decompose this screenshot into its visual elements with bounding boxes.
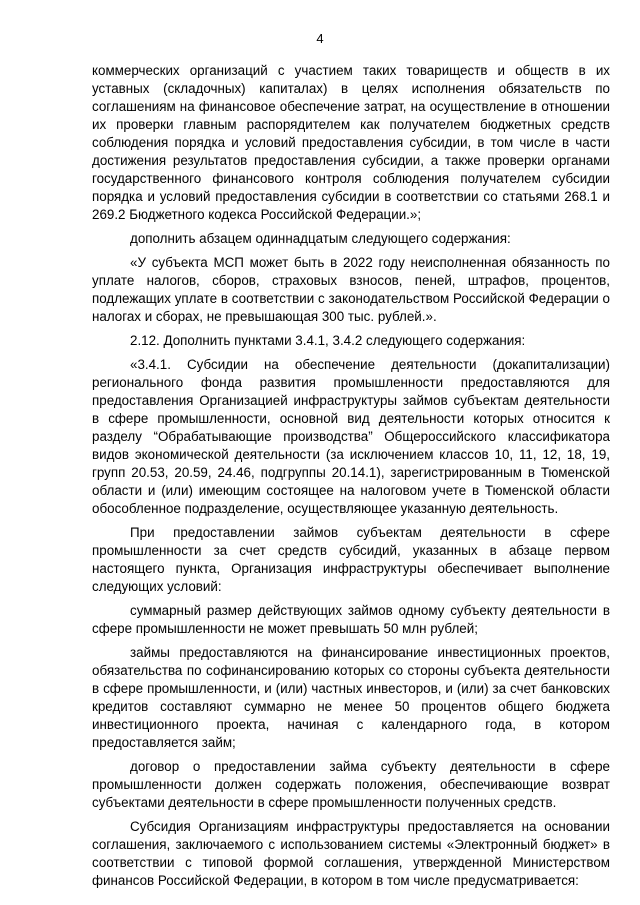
paragraph: 2.12. Дополнить пунктами 3.4.1, 3.4.2 следующего содержания: [130, 333, 526, 348]
paragraph: «У субъекта МСП может быть в 2022 году неисполненная обязанность по уплате налогов, сборов, страховых взносов, пеней, штрафов, процентов, подлежащих уплате в соответствии с законодательством Российской Федерации о налогах и сборах, не превышающая 300 тыс. рублей.». [92, 255, 610, 324]
paragraph: суммарный размер действующих займов одному субъекту деятельности в сфере промышленности не может превышать 50 млн рублей; [92, 603, 610, 636]
document-body [92, 62, 610, 896]
paragraph: «3.4.1. Субсидии на обеспечение деятельности (докапитализации) регионального фонда развития промышленности предоставляются для предоставления Организацией инфраструктуры займов субъектам деятельности в сфере промышленности, основной вид деятельности которых относится к разделу “Обрабатывающие производства” Общероссийского классификатора видов экономической деятельности (за исключением классов 10, 11, 12, 18, 19, групп 20.53, 20.59, 24.46, подгруппы 20.14.1), зарегистрированным в Тюменской области и (или) имеющим состоящее на налоговом учете в Тюменской области обособленное подразделение, осуществляющее указанную деятельность. [92, 357, 610, 516]
paragraph: дополнить абзацем одиннадцатым следующего содержания: [130, 231, 511, 246]
paragraph: договор о предоставлении займа субъекту деятельности в сфере промышленности должен содержать положения, обеспечивающие возврат субъектами деятельности в сфере промышленности полученных средств. [92, 759, 610, 810]
paragraph: коммерческих организаций с участием таких товариществ и обществ в их уставных (складочных) капиталах) в целях исполнения обязательств по соглашениям на финансовое обеспечение затрат, на осуществление в отношении их проверки главным распорядителем как получателем бюджетных средств соблюдения порядка и условий предоставления субсидии, в том числе в части достижения результатов предоставления субсидии, а также проверки органами государственного финансового контроля соблюдения получателем субсидии порядка и условий предоставления субсидии в соответствии со статьями 268.1 и 269.2 Бюджетного кодекса Российской Федерации.»; [92, 63, 610, 222]
paragraph: Субсидия Организациям инфраструктуры предоставляется на основании соглашения, заключаемого с использованием системы «Электронный бюджет» в соответствии с типовой формой соглашения, утвержденной Министерством финансов Российской Федерации, в котором в том числе предусматривается: [92, 819, 610, 888]
paragraph: займы предоставляются на финансирование инвестиционных проектов, обязательства по софинансированию которых со стороны субъекта деятельности в сфере промышленности, и (или) частных инвесторов, и (или) за счет банковских кредитов составляют суммарно не менее 50 процентов общего бюджета инвестиционного проекта, начиная с календарного года, в котором предоставляется займ; [92, 645, 610, 750]
paragraph: При предоставлении займов субъектам деятельности в сфере промышленности за счет средств субсидий, указанных в абзаце первом настоящего пункта, Организация инфраструктуры обеспечивает выполнение следующих условий: [92, 525, 610, 594]
page-number: 4 [316, 31, 324, 46]
